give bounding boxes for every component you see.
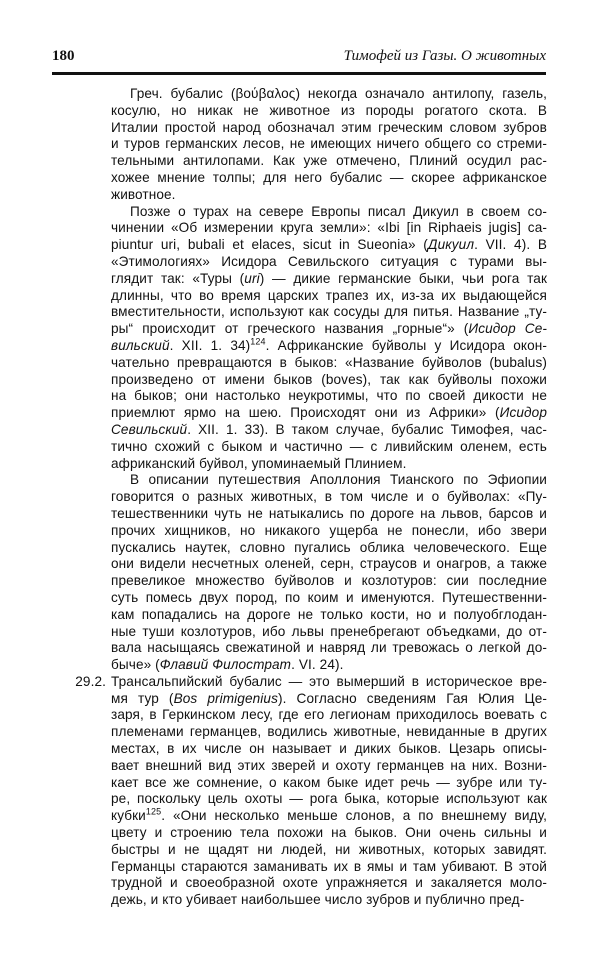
text-line: быстры и не щадят ни людей, ни животных, которых завидят.	[111, 841, 547, 857]
text-line: «Этимологиях» Исидора Севильского ситуация с турами вы-	[111, 253, 547, 269]
text-line: тельными антилопами. Как уже отмечено, Плиний осудил рас-	[111, 153, 547, 169]
text-line: вала насыщаясь свежатиной и навряд ли тревожась о легкой до-	[111, 640, 547, 656]
text-line: мя тур (Bos primigenius). Согласно сведениям Гая Юлия Це-	[111, 690, 548, 706]
text-line: трудной и своеобразной охоте упражняется и закаляется моло-	[111, 875, 547, 891]
text-line: чательно превращаются в быков: «Название буйволов (bubalus)	[111, 354, 547, 370]
text-line: они видели несчетных оленей, серн, страусов и онагров, а также	[111, 556, 547, 572]
text-line: Позже о турах на севере Европы писал Дикуил в своем со-	[130, 203, 547, 219]
running-title: Тимофей из Газы. О животных	[343, 48, 546, 64]
text-line: Греч. бубалис (βούβαλος) некогда означало антилопу, газель,	[130, 86, 547, 101]
text-line: цвету и строению тела похожи на быков. Они очень сильны и	[111, 825, 547, 841]
text-line: Трансальпийский бубалис — это вымерший в историческое вре-	[111, 673, 547, 689]
text-line: африканский буйвол, упоминаемый Плинием.	[111, 455, 407, 471]
text-line: вильский. XII. 1. 34)$^{124}$. Африканские буйволы у Исидора окон-	[111, 336, 547, 353]
text-line: дежь, и кто убивает наибольшее число зубров и публично пред-	[111, 892, 525, 908]
text-line: племенами германцев, водились животные, невиданные в других	[111, 724, 547, 740]
text-line: Италии простой народ обозначал этим греческим словом зубров	[111, 119, 547, 135]
text-line: говорится о разных животных, в том числе и о буйволах: «Пу-	[111, 489, 547, 505]
commentary-note	[75, 673, 548, 909]
text-line: заря, в Геркинском лесу, где его легионам приходилось воевать с	[111, 707, 547, 723]
text-line: кам попадались на дороге не только кости, но и полуобглодан-	[111, 606, 547, 622]
paragraph	[111, 472, 547, 674]
paragraph	[111, 86, 547, 204]
text-line: приемлют ярмо на шею. Происходят они из Африки» (Исидор	[111, 405, 547, 421]
text-line: местах, в их числе он называет и диких быков. Цезарь описы-	[111, 741, 547, 757]
text-line: длинны, что во время царских трапез их, из-за их выдающейся	[111, 287, 547, 303]
text-line: превеликое множество буйволов и козлотуров: сии последние	[111, 573, 547, 589]
text-line: тично схожий с быком и частично — с ливийским оленем, есть	[111, 438, 547, 454]
text-line: вместительности, используют как сосуды для питья. Название „ту-	[111, 304, 547, 320]
text-line: ные туши козлотуров, ибо львы пренебрегают объедками, до от-	[111, 623, 547, 639]
text-line: на быков; они настолько неукротимы, что по своей дикости не	[111, 388, 547, 404]
page-header	[52, 48, 546, 70]
body-text	[75, 86, 548, 909]
text-line: пускались наутек, словно пугались облика человеческого. Еще	[111, 539, 547, 555]
text-line: косулю, но никак не животное из породы рогатого скота. В	[111, 102, 547, 118]
text-line: суть помесь двух пород, по коим и именуются. Путешественни-	[111, 589, 547, 605]
text-line: piuntur uri, bubali et elaces, sicut in Sueonia» (Дикуил. VII. 4). В	[111, 237, 547, 253]
text-line: глядит так: «Туры (uri) — дикие германские быки, чьи рога так	[111, 270, 547, 286]
text-line: чинении «Об измерении круга земли»: «Ibi [in Riphaeis jugis] ca-	[111, 220, 547, 236]
text-line: ры“ происходит от греческого названия „горные“» (Исидор Се-	[111, 321, 547, 337]
text-line: произведено от имени быков (boves), так как буйволы похожи	[111, 371, 547, 387]
text-line: и туров германских лесов, не имеющих ничего общего со стреми-	[111, 136, 547, 152]
text-line: прочих хищников, но никакого ущерба не понесли, ибо звери	[111, 522, 547, 538]
text-line: В описании путешествия Аполлония Тианского по Эфиопии	[130, 472, 547, 488]
text-line: Севильский. XII. 1. 33). В таком случае, бубалис Тимофея, час-	[111, 421, 547, 437]
text-line: тешественники чуть не натыкались по дороге на львов, барсов и	[111, 505, 547, 521]
text-line: кает все же сомнение, о каком быке идет речь — зубре или ту-	[111, 774, 547, 790]
text-line: хожее мнение толпы; для него бубалис — скорее африканское	[111, 169, 547, 185]
note-number: 29.2.	[75, 673, 106, 689]
text-line: Германцы стараются заманивать их в ямы и там убивают. В этой	[111, 858, 547, 874]
paragraph	[111, 204, 547, 473]
text-line: животное.	[111, 186, 176, 202]
text-line: вает внешний вид этих зверей и охоту германцев на них. Возни-	[111, 757, 547, 773]
text-line: кубки$^{125}$. «Они несколько меньше слонов, а по внешнему виду,	[111, 806, 547, 824]
text-line: быче» (Флавий Филострат. VI. 24).	[111, 657, 344, 673]
header-rule	[52, 72, 546, 75]
page-number: 180	[52, 48, 75, 64]
text-line: ре, поскольку цель охоты — рога быка, которые используют как	[111, 791, 547, 807]
